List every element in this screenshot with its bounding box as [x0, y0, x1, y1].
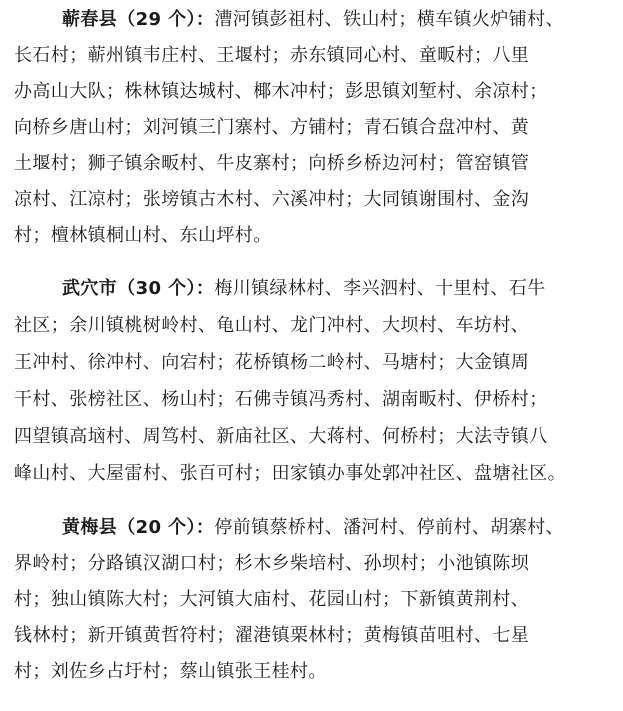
village-list-line: 社区；余川镇桃树岭村、龟山村、龙门冲村、大坝村、车坊村、 [14, 315, 530, 336]
village-list-line: 长石村；蕲州镇韦庄村、王堰村；赤东镇同心村、童畈村；八里 [14, 45, 530, 66]
village-list-line: 四望镇高垴村、周笃村、新庙社区、大蒋村、何桥村；大法寺镇八 [14, 426, 548, 447]
village-list-line: 村；刘佐乡占圩村；蔡山镇张王桂村。 [14, 661, 327, 682]
village-list-line: 向桥乡唐山村；刘河镇三门寨村、方铺村；青石镇合盘冲村、黄 [14, 117, 530, 138]
village-list-line: 村；檀林镇桐山村、东山坪村。 [14, 225, 272, 246]
county-name-wuxue: 武穴市 [62, 278, 118, 299]
village-list-line: 界岭村；分路镇汉湖口村；杉木乡柴培村、孙坝村；小池镇陈坝 [14, 553, 530, 574]
county-name-huangmei: 黄梅县 [62, 517, 118, 538]
county-count-huangmei: （20 个）： [117, 517, 215, 538]
village-list-line: 办高山大队；株林镇达城村、椰木冲村；彭思镇刘堑村、余凉村； [14, 81, 548, 102]
county-count-wuxue: （30 个）： [117, 278, 215, 299]
village-list-line: 凉村、江凉村；张塝镇古木村、六溪冲村；大同镇谢围村、金沟 [14, 189, 530, 210]
village-list-text: 停前镇蔡桥村、潘河村、停前村、胡寨村、 [214, 517, 564, 538]
qichun-first-line [62, 2, 614, 38]
village-list-line: 钱林村；新开镇黄哲符村；濯港镇栗林村；黄梅镇苗咀村、七星 [14, 625, 530, 646]
huangmei-first-line [62, 510, 614, 546]
county-count-qichun: （29 个）： [117, 9, 215, 30]
county-name-qichun: 蕲春县 [62, 9, 118, 30]
village-list-line: 峰山村、大屋雷村、张百可村；田家镇办事处郭冲社区、盘塘社区。 [14, 463, 566, 484]
village-list-text: 漕河镇彭祖村、铁山村；横车镇火炉铺村、 [214, 9, 564, 30]
village-list-line: 土堰村；狮子镇余畈村、牛皮寨村；向桥乡桥边河村；管窑镇管 [14, 153, 530, 174]
village-list-text: 梅川镇绿林村、李兴泗村、十里村、石牛 [214, 278, 546, 299]
village-list-line: 村；独山镇陈大村；大河镇大庙村、花园山村；下新镇黄荆村、 [14, 589, 530, 610]
wuxue-first-line [62, 271, 614, 307]
village-list-line: 干村、张榜社区、杨山村；石佛寺镇冯秀村、湖南畈村、伊桥村； [14, 389, 548, 410]
village-list-line: 王冲村、徐冲村、向宕村；花桥镇杨二岭村、马塘村；大金镇周 [14, 352, 530, 373]
